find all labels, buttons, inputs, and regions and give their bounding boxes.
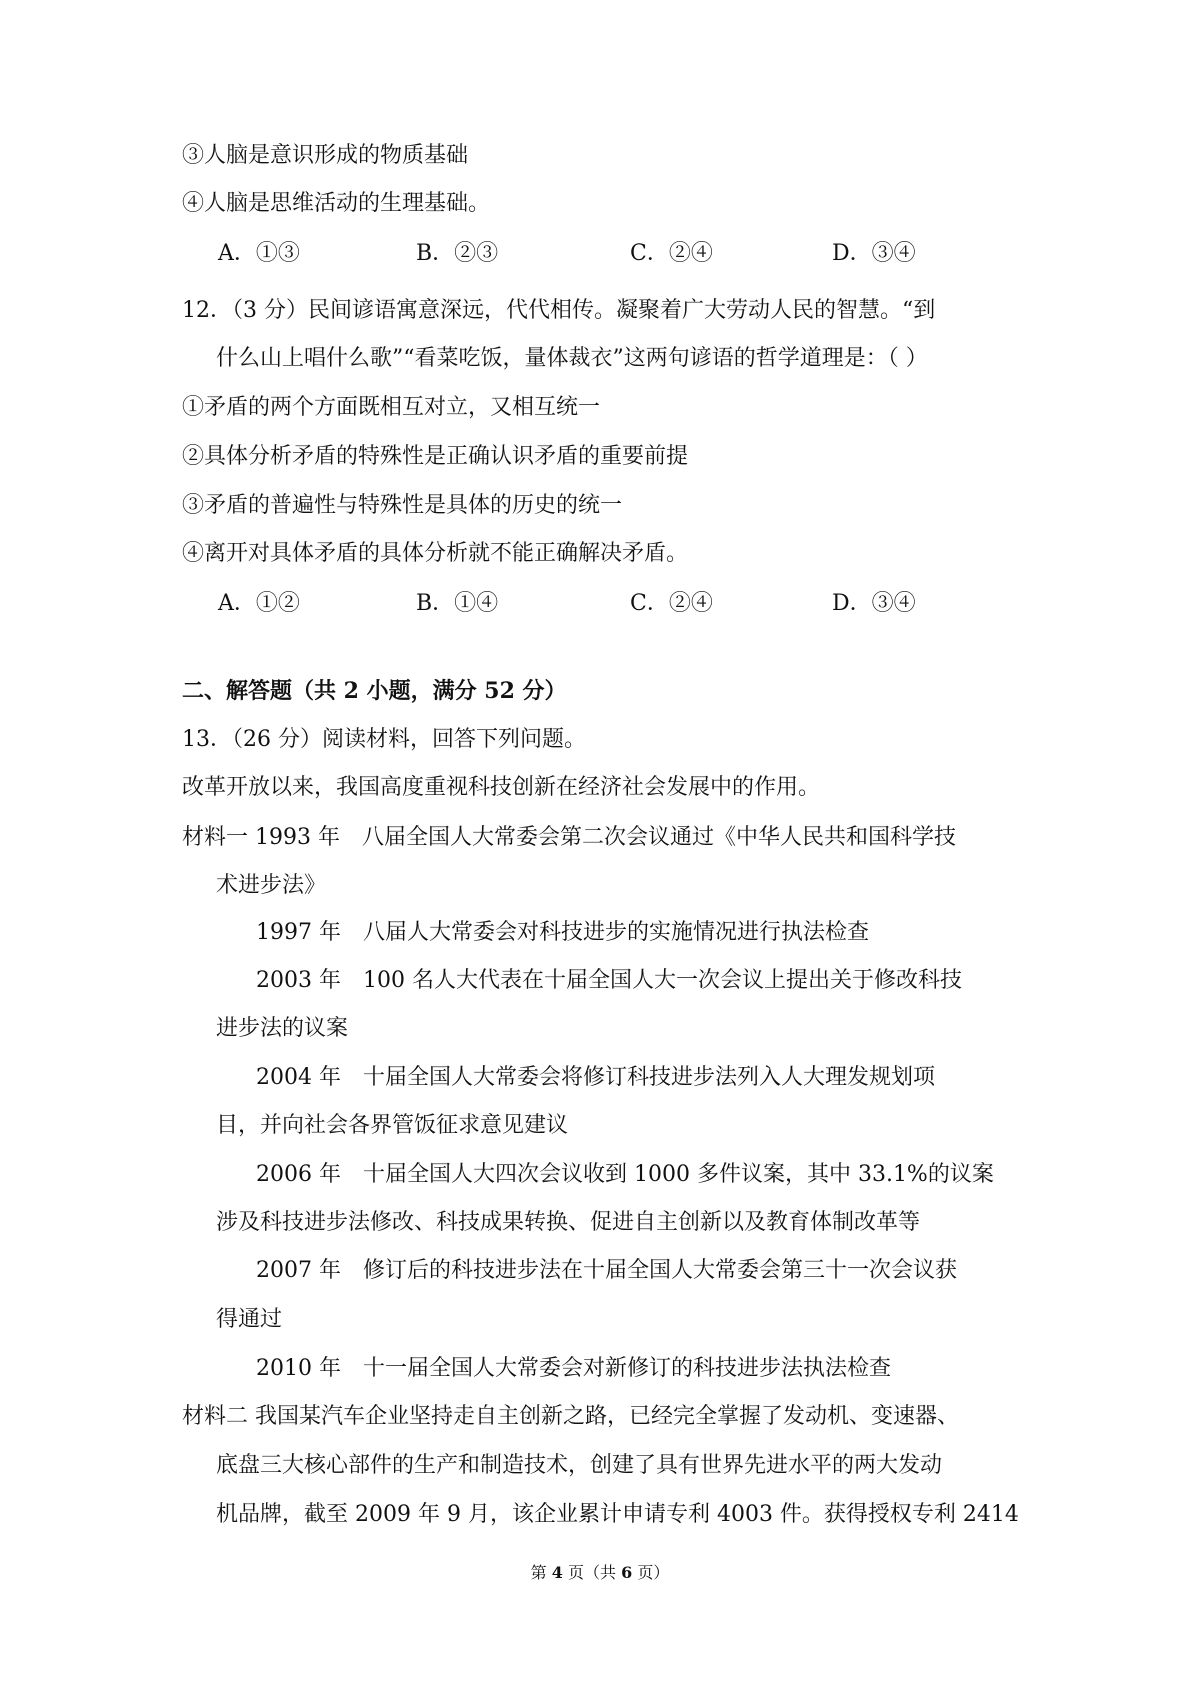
q11-option-3: ③人脑是意识形成的物质基础	[182, 143, 469, 168]
timeline-2006-line-1: 2006 年 十届全国人大四次会议收到 1000 多件议案，其中 33.1%的议案	[256, 1162, 994, 1187]
material-1-line-1: 材料一 1993 年 八届全国人大常委会第二次会议通过《中华人民共和国科学技	[182, 825, 956, 850]
footer-prefix: 第	[530, 1563, 552, 1582]
q12-choice-c: C．②④	[630, 591, 713, 616]
q12-option-3: ③矛盾的普遍性与特殊性是具体的历史的统一	[182, 493, 623, 518]
q13-intro: 改革开放以来，我国高度重视科技创新在经济社会发展中的作用。	[182, 775, 821, 800]
timeline-2004-line-1: 2004 年 十届全国人大常委会将修订科技进步法列入人大理发规划项	[256, 1065, 935, 1090]
timeline-2004-line-2: 目，并向社会各界管饭征求意见建议	[216, 1113, 569, 1138]
timeline-1997: 1997 年 八届人大常委会对科技进步的实施情况进行执法检查	[256, 920, 869, 945]
material-1-line-2: 术进步法》	[216, 873, 327, 898]
q12-choice-d: D．③④	[832, 591, 916, 616]
timeline-2010: 2010 年 十一届全国人大常委会对新修订的科技进步法执法检查	[256, 1356, 891, 1381]
material-2-line-2: 底盘三大核心部件的生产和制造技术，创建了具有世界先进水平的两大发动	[216, 1453, 943, 1478]
page-footer	[0, 1561, 1200, 1585]
footer-suffix: 页）	[632, 1563, 670, 1582]
material-2-line-3: 机品牌，截至 2009 年 9 月，该企业累计申请专利 4003 件。获得授权专利 2414	[216, 1502, 1019, 1527]
q12-stem-line-1: 12．（3 分）民间谚语寓意深远，代代相传。凝聚着广大劳动人民的智慧。“到	[182, 298, 936, 323]
timeline-2003-line-1: 2003 年 100 名人大代表在十届全国人大一次会议上提出关于修改科技	[256, 968, 962, 993]
q12-stem-line-2: 什么山上唱什么歌”“看菜吃饭，量体裁衣”这两句谚语的哲学道理是：（ ）	[216, 346, 928, 371]
q13-stem: 13．（26 分）阅读材料，回答下列问题。	[182, 727, 586, 752]
timeline-2007-line-1: 2007 年 修订后的科技进步法在十届全国人大常委会第三十一次会议获	[256, 1258, 957, 1283]
q12-choice-b: B．①④	[416, 591, 499, 616]
q12-option-4: ④离开对具体矛盾的具体分析就不能正确解决矛盾。	[182, 541, 689, 566]
q11-choice-a: A．①③	[218, 241, 300, 266]
footer-mid: 页（共	[562, 1563, 622, 1582]
timeline-2003-line-2: 进步法的议案	[216, 1016, 349, 1041]
material-2-line-1: 材料二 我国某汽车企业坚持走自主创新之路，已经完全掌握了发动机、变速器、	[182, 1404, 959, 1429]
q12-option-1: ①矛盾的两个方面既相互对立，又相互统一	[182, 395, 601, 420]
q11-choice-d: D．③④	[832, 241, 916, 266]
q12-option-2: ②具体分析矛盾的特殊性是正确认识矛盾的重要前提	[182, 444, 689, 469]
q12-choice-a: A．①②	[218, 591, 300, 616]
footer-page-number: 4	[551, 1563, 563, 1582]
q11-option-4: ④人脑是思维活动的生理基础。	[182, 191, 491, 216]
section-2-heading: 二、解答题（共 2 小题，满分 52 分）	[182, 678, 567, 704]
q11-choice-b: B．②③	[416, 241, 499, 266]
timeline-2007-line-2: 得通过	[216, 1307, 283, 1332]
q11-choice-c: C．②④	[630, 241, 713, 266]
timeline-2006-line-2: 涉及科技进步法修改、科技成果转换、促进自主创新以及教育体制改革等	[216, 1210, 921, 1235]
footer-total-pages: 6	[621, 1563, 633, 1582]
